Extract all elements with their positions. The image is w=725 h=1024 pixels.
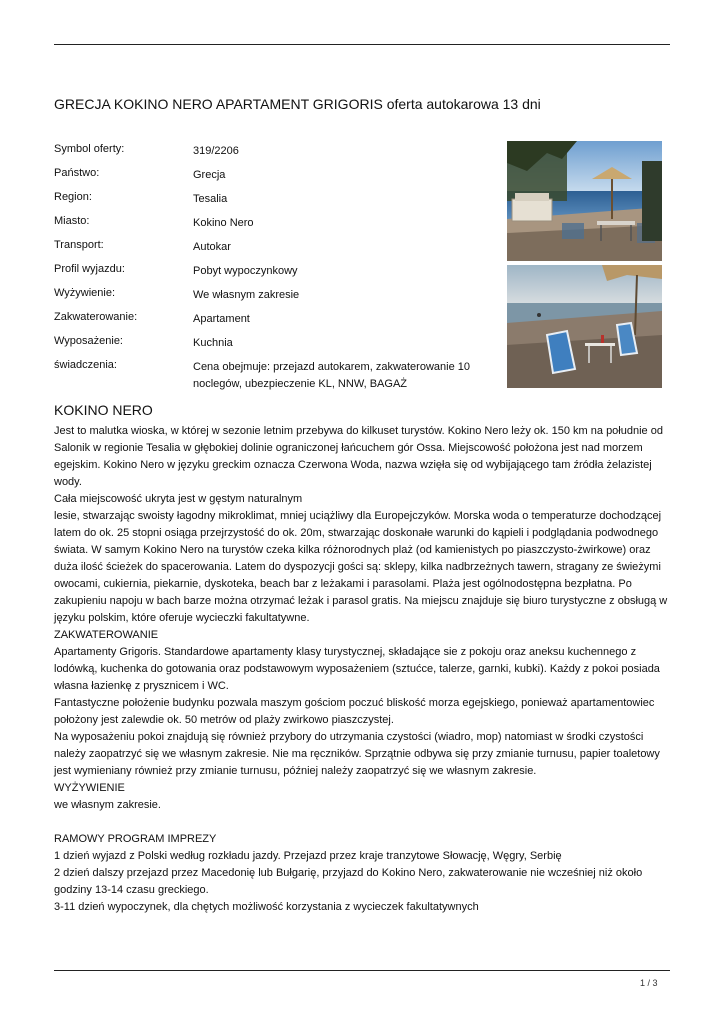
text-line: 3-11 dzień wypoczynek, dla chętych możliwość korzystania z wycieczek fakultatywnych [54, 901, 479, 913]
text-line: Apartamenty Grigoris. Standardowe apartamenty klasy turystycznej, składające sie z pokoju oraz aneksu kuchennego z [54, 646, 637, 658]
detail-label: Region: [54, 191, 92, 203]
detail-row-services [54, 356, 494, 393]
detail-row-board [54, 284, 494, 308]
detail-label: Miasto: [54, 215, 90, 227]
detail-row-equipment [54, 332, 494, 356]
detail-label: Wyposażenie: [54, 335, 123, 347]
detail-label: Transport: [54, 239, 104, 251]
section-title: KOKINO NERO [54, 402, 153, 418]
text-line: egejskim. Kokino Nero w języku greckim oznacza Czerwona Woda, nazwa wzięła się od wybijającego tam źródła żelazistej [54, 459, 652, 471]
subheading-accommodation: ZAKWATEROWANIE [54, 629, 159, 641]
description-text [54, 423, 674, 916]
text-line: własna łazienkę z prysznicem i WC. [54, 680, 229, 692]
text-line: należy zaopatrzyć się we własnym zakresie. Nie ma ręczników. Sprzątnie odbywa się przy zmianie turnusu, papier toaletowy [54, 748, 660, 760]
text-line: lesie, stwarzając swoisty łagodny mikroklimat, mniej uciążliwy dla Europejczyków. Morska woda o temperaturze dochodzącej [54, 510, 662, 522]
offer-title: GRECJA KOKINO NERO APARTAMENT GRIGORIS oferta autokarowa 13 dni [54, 96, 541, 112]
detail-row-region [54, 188, 494, 212]
detail-label: Wyżywienie: [54, 287, 116, 299]
detail-row-transport [54, 236, 494, 260]
text-line: Salonik w regionie Tesalia w głębokiej dolinie ograniczonej łańcuchem gór Ossa. Miejscowość położona jest nad morzem [54, 442, 643, 454]
services-line: Cena obejmuje: przejazd autokarem, zakwaterowanie 10 [193, 361, 470, 373]
offer-details [54, 140, 494, 393]
blank-line [54, 814, 674, 831]
subheading-program: RAMOWY PROGRAM IMPREZY [54, 833, 217, 845]
text-line: latem do ok. 25 stopni osiąga przejrzystość do ok. 20m, stwarzając doskonałe warunki do kąpieli i podglądania podwodnego [54, 527, 659, 539]
text-line: jest wymieniany również przy zmianie turnusu, później należy zaopatrzyć się we własnym zakresie. [54, 765, 537, 777]
text-line: 2 dzień dalszy przejazd przez Macedonię lub Bułgarię, przyjazd do Kokino Nero, zakwaterowanie nie wcześniej niż około [54, 867, 643, 879]
detail-label: Państwo: [54, 167, 100, 179]
detail-row-accommodation [54, 308, 494, 332]
text-line: lodówką, kuchenka do gotowania oraz podstawowym wyposażeniem (sztućce, talerze, garnki, kubki). Każdy z pokoi posiada [54, 663, 660, 675]
detail-label: świadczenia: [54, 359, 117, 371]
bottom-rule [54, 970, 670, 971]
subheading-board: WYŻYWIENIE [54, 782, 125, 794]
services-line: noclegów, ubezpieczenie KL, NNW, BAGAŻ [193, 378, 407, 390]
text-line: języku polskim, które oferuje wycieczki fakultatywne. [54, 612, 310, 624]
detail-value: Pobyt wypoczynkowy [193, 265, 298, 277]
detail-value: Autokar [193, 241, 231, 253]
text-line: owocami, cukiernia, piekarnie, dyskoteka, beach bar z leżakami i parasolami. Plaża jest ogólnodostępna bezpłatna. Po [54, 578, 632, 590]
detail-value: Grecja [193, 169, 226, 181]
beach-terrace-photo [507, 141, 662, 261]
detail-value: Kokino Nero [193, 217, 254, 229]
text-line: świata. W samym Kokino Nero na turystów czeka kilka różnorodnych plaż (od kamienistych po piaszczysto-żwirkowe) oraz [54, 544, 651, 556]
top-rule [54, 44, 670, 45]
text-line: 1 dzień wyjazd z Polski według rozkładu jazdy. Przejazd przez kraje tranzytowe Słowację, Węgry, Serbię [54, 850, 562, 862]
text-line: położony jest zalewdie ok. 50 metrów od plaży zwirkowo piaszczystej. [54, 714, 394, 726]
text-line: Fantastyczne położenie budynku pozwala maszym gościom poczuć bliskość morza egejskiego, ponieważ apartamentowiec [54, 697, 655, 709]
detail-row-city [54, 212, 494, 236]
detail-row-country [54, 164, 494, 188]
detail-row-symbol [54, 140, 494, 164]
detail-value [193, 356, 494, 393]
detail-value: We własnym zakresie [193, 289, 300, 301]
detail-label: Profil wyjazdu: [54, 263, 125, 275]
text-line: godziny 13-14 czasu greckiego. [54, 884, 209, 896]
text-line: zakupieniu napoju w bach barze można otrzymać leżak i parasol gratis. Na miejscu znajduje się biuro turystyczne z obsługą w [54, 595, 668, 607]
detail-value: 319/2206 [193, 145, 239, 157]
beach-chairs-photo [507, 265, 662, 388]
text-line: duża ilość ścieżek do spacerowania. Latem do dyspozycji gości są: sklepy, kilka nadbrzeżnych tawern, stragany ze świeżymi [54, 561, 661, 573]
detail-row-trip-profile [54, 260, 494, 284]
text-line: we własnym zakresie. [54, 799, 161, 811]
detail-label: Zakwaterowanie: [54, 311, 138, 323]
detail-label: Symbol oferty: [54, 143, 125, 155]
text-line: wody. [54, 476, 82, 488]
detail-value: Apartament [193, 313, 250, 325]
detail-value: Kuchnia [193, 337, 233, 349]
text-line: Cała miejscowość ukryta jest w gęstym naturalnym [54, 493, 303, 505]
text-line: Na wyposażeniu pokoi znajdują się również przybory do utrzymania czystości (wiadro, mop) natomiast w środki czystości [54, 731, 644, 743]
text-line: Jest to malutka wioska, w której w sezonie letnim przebywa do kilkuset turystów. Kokino Nero leży ok. 150 km na południe od [54, 425, 663, 437]
detail-value: Tesalia [193, 193, 228, 205]
page-number: 1 / 3 [640, 978, 658, 988]
